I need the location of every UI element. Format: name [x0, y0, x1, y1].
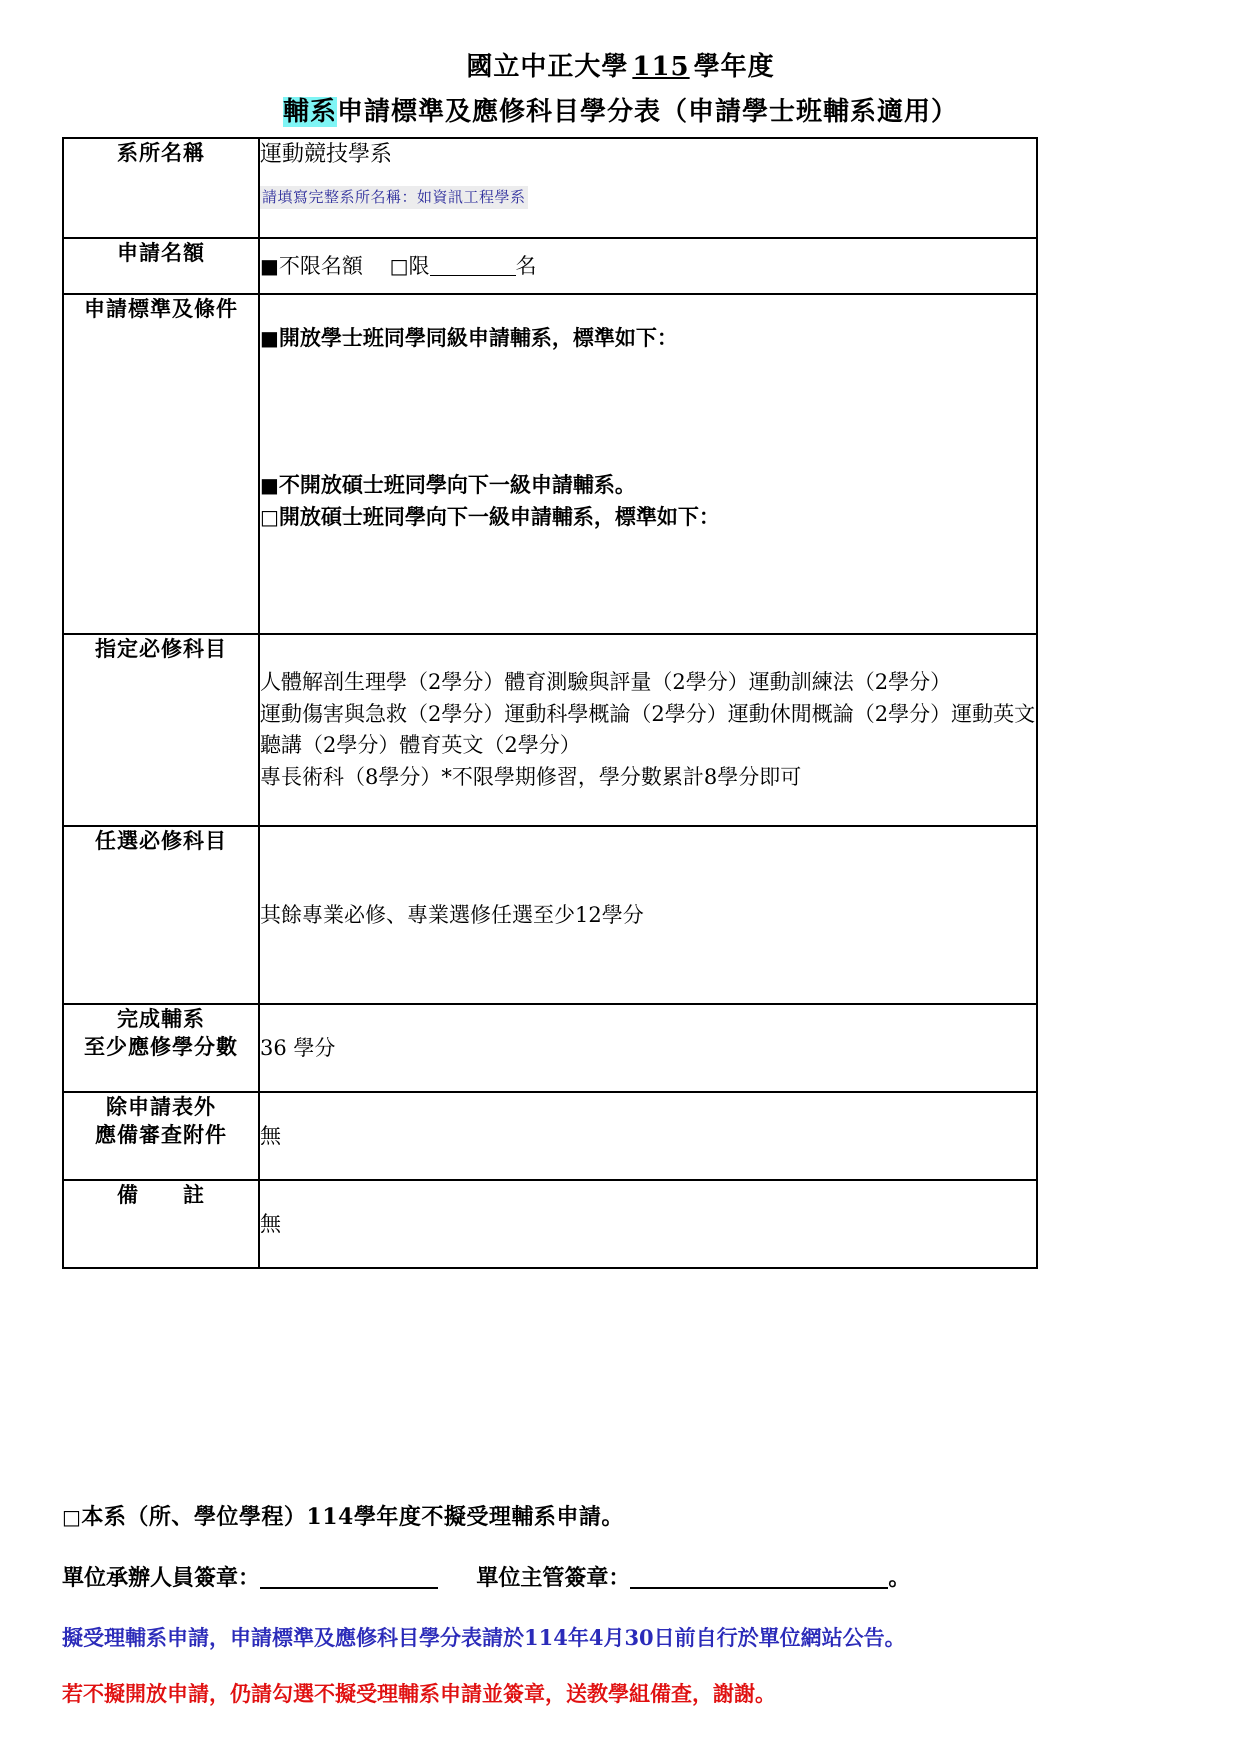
title-line-1 [0, 48, 1241, 87]
label-required-courses: 指定必修科目 [63, 634, 259, 826]
criteria-line-no-master [260, 469, 1036, 501]
document-footer [62, 1500, 1062, 1708]
label-attachments-line2: 應備審查附件 [95, 1122, 227, 1148]
criteria-no-master-text: 不開放碩士班同學向下一級申請輔系。 [278, 472, 636, 498]
value-attachments: 無 [259, 1092, 1037, 1180]
label-department: 系所名稱 [63, 138, 259, 238]
value-min-credits: 36 學分 [259, 1004, 1037, 1092]
highlighted-term: 輔系 [282, 97, 337, 127]
table-row-department [63, 138, 1037, 238]
title-rest: 申請標準及應修科目學分表（申請學士班輔系適用） [337, 97, 959, 127]
option-limited-prefix: 限 [408, 253, 430, 278]
table-row-quota [63, 238, 1037, 294]
value-quota [259, 238, 1037, 294]
value-elective-required: 其餘專業必修、專業選修任選至少12學分 [259, 826, 1037, 1004]
label-attachments-line1: 除申請表外 [106, 1094, 216, 1119]
checkbox-no-master-checked[interactable]: ■ [260, 473, 279, 498]
label-quota: 申請名額 [63, 238, 259, 294]
criteria-open-master-text: 開放碩士班同學向下一級申請輔系，標準如下： [278, 503, 720, 529]
table-row-min-credits [63, 1004, 1037, 1092]
checkbox-limited-unchecked[interactable]: □ [389, 253, 409, 278]
option-unlimited-label: 不限名額 [278, 253, 363, 278]
checkbox-decline-unchecked[interactable]: □ [62, 1505, 82, 1529]
university-name: 國立中正大學 [466, 52, 629, 82]
criteria-line-open-master [260, 501, 1036, 533]
table-row-required-courses [63, 634, 1037, 826]
academic-year-suffix: 學年度 [693, 52, 775, 82]
department-hint-text: 請填寫完整系所名稱：如資訊工程學系 [260, 186, 528, 210]
supervisor-signature-blank[interactable] [630, 1567, 888, 1589]
value-department [259, 138, 1037, 238]
quota-number-blank[interactable] [430, 255, 516, 276]
blue-instruction-note: 擬受理輔系申請，申請標準及應修科目學分表請於114年4月30日前自行於單位網站公告。 [62, 1625, 906, 1650]
label-remarks: 備 註 [63, 1180, 259, 1268]
label-min-credits [63, 1004, 259, 1092]
academic-year-value: 115 [632, 52, 690, 82]
label-criteria: 申請標準及條件 [63, 294, 259, 634]
table-row-criteria [63, 294, 1037, 634]
value-remarks: 無 [259, 1180, 1037, 1268]
label-attachments [63, 1092, 259, 1180]
required-course-line: 專長術科（8學分）*不限學期修習，學分數累計8學分即可 [260, 764, 802, 789]
required-course-line: 人體解剖生理學（2學分）體育測驗與評量（2學分）運動訓練法（2學分） [260, 670, 952, 694]
option-limited-suffix: 名 [515, 253, 537, 278]
checkbox-undergrad-checked[interactable]: ■ [260, 326, 279, 350]
criteria-undergrad-text: 開放學士班同學同級申請輔系，標準如下： [278, 325, 678, 350]
checkbox-open-master-unchecked[interactable]: □ [260, 504, 279, 529]
label-min-credits-line2: 至少應修學分數 [84, 1034, 238, 1060]
table-row-attachments [63, 1092, 1037, 1180]
table-row-remarks [63, 1180, 1037, 1268]
required-course-line: 運動傷害與急救（2學分）運動科學概論（2學分）運動休閒概論（2學分）運動英文聽講（2學分）體育英文（2學分） [260, 701, 1036, 757]
checkbox-unlimited-checked[interactable]: ■ [260, 253, 279, 278]
signature-row [62, 1561, 1062, 1592]
staff-signature-blank[interactable] [260, 1567, 438, 1589]
decline-statement [62, 1500, 1062, 1531]
criteria-line-undergrad [260, 295, 1036, 353]
staff-signature-label: 單位承辦人員簽章： [62, 1565, 261, 1591]
document-title [0, 0, 1241, 132]
application-form-table [62, 137, 1038, 1269]
title-line-2 [0, 93, 1241, 132]
label-min-credits-line1: 完成輔系 [117, 1006, 205, 1031]
value-criteria [259, 294, 1037, 634]
table-row-elective-required [63, 826, 1037, 1004]
red-instruction-note: 若不擬開放申請，仍請勾選不擬受理輔系申請並簽章，送教學組備查，謝謝。 [62, 1681, 776, 1706]
decline-statement-text: 本系（所、學位學程）114學年度不擬受理輔系申請。 [81, 1504, 624, 1530]
value-required-courses [259, 634, 1037, 826]
supervisor-signature-suffix: 。 [888, 1565, 911, 1591]
department-name-text: 運動競技學系 [260, 142, 393, 167]
supervisor-signature-label: 單位主管簽章： [476, 1565, 631, 1591]
label-elective-required: 任選必修科目 [63, 826, 259, 1004]
